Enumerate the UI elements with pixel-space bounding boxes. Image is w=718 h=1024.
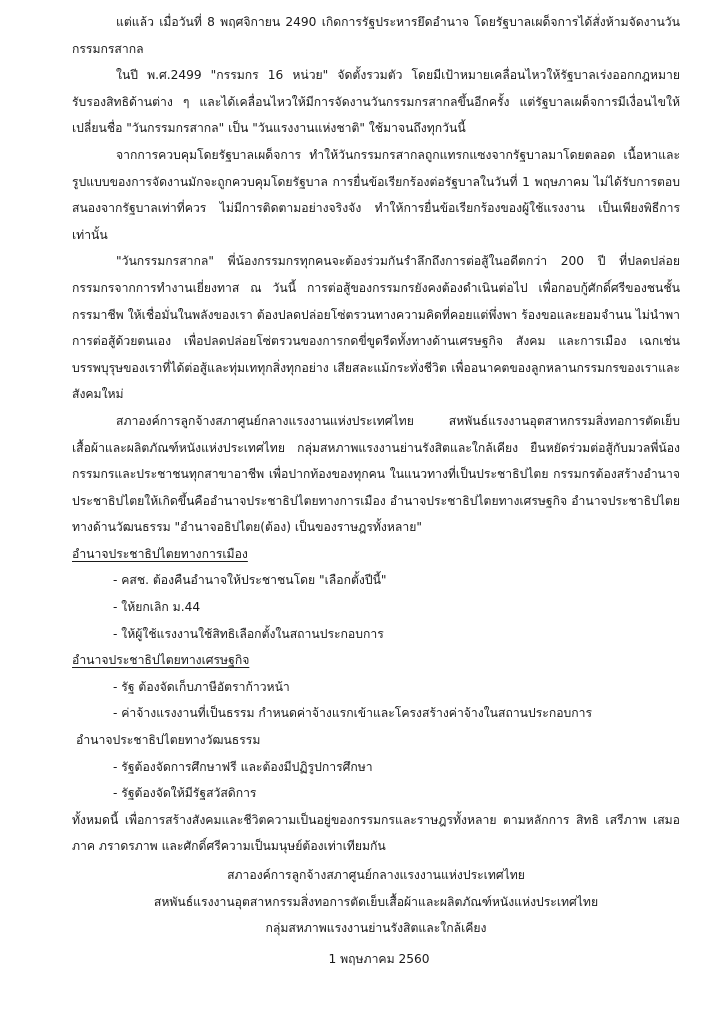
demand-item: - ให้ยกเลิก ม.44 (113, 600, 201, 615)
demand-item: - รัฐต้องจัดการศึกษาฟรี และต้องมีปฏิรูปการศึกษา (113, 759, 373, 774)
paragraph-government-control: จากการควบคุมโดยรัฐบาลเผด็จการ ทำให้วันกรรมกรสากลถูกแทรกแซงจากรัฐบาลมาโดยตลอด เนื้อหาและรูปแบบของการจัดงานมักจะถูกควบคุมโดยรัฐบาล การยื่นข้อเรียกร้องต่อรัฐบาลในวันที่ 1 พฤษภาคม ไม่ได้รับการตอบสนองจากรัฐบาลเท่าที่ควร ไม่มีการติดตามอย่างจริงจัง ทำให้การยื่นข้อเรียกร้องของผู้ใช้แรงงาน เป็นเพียงพิธีการเท่านั้น (72, 147, 680, 242)
closing-statement: ทั้งหมดนี้ เพื่อการสร้างสังคมและชีวิตความเป็นอยู่ของกรรมกรและราษฎรทั้งหลาย ตามหลักการ สิทธิ เสรีภาพ เสมอภาค ภราดรภาพ และศักดิ์ศรีความเป็นมนุษย์ต้องเท่าเทียมกัน (72, 812, 680, 854)
document-date: 1 พฤษภาคม 2560 (328, 951, 430, 966)
section-heading-economic-democracy: อำนาจประชาธิปไตยทางเศรษฐกิจ (72, 653, 250, 668)
paragraph-coup-1947: แต่แล้ว เมื่อวันที่ 8 พฤศจิกายน 2490 เกิดการรัฐประหารยึดอำนาจ โดยรัฐบาลเผด็จการได้สั่งห้ามจัดงานวันกรรมกรสากล (72, 15, 680, 56)
section-heading-political-democracy: อำนาจประชาธิปไตยทางการเมือง (72, 546, 248, 561)
paragraph-international-workers-day: "วันกรรมกรสากล" พี่น้องกรรมกรทุกคนจะต้องร่วมกันรำลึกถึงการต่อสู้ในอดีตกว่า 200 ปี ที่ปลดปล่อยกรรมกรจากการทำงานเยี่ยงทาส ณ วันนี้ การต่อสู้ของกรรมกรยังคงต้องดำเนินต่อไป เพื่อกอบกู้ศักดิ์ศรีของชนชั้นกรรมาชีพ ให้เชื่อมั่นในพลังของเรา ต้องปลดปล่อยโซ่ตรวนทางความคิดที่คอยแต่พึ่งพา ร้องขอและยอมจำนน ไม่นำพาการต่อสู้ด้วยตนเอง เพื่อปลดปล่อยโซ่ตรวนของการกดขี่ขูดรีดทั้งทางด้านเศรษฐกิจ สังคม และการเมือง เฉกเช่นบรรพบุรุษของเราที่ได้ต่อสู้และทุ่มเททุกสิ่งทุกอย่าง เสียสละแม้กระทั่งชีวิต เพื่ออนาคตของลูกหลานกรรมกรของเราและสังคมใหม่ (72, 254, 680, 402)
paragraph-workers-16-units: ในปี พ.ศ.2499 "กรรมกร 16 หน่วย" จัดตั้งรวมตัว โดยมีเป้าหมายเคลื่อนไหวให้รัฐบาลเร่งออกกฎหมายรับรองสิทธิด้านต่าง ๆ และได้เคลื่อนไหวให้มีการจัดงานวันกรรมกรสากลขึ้นอีกครั้ง แต่รัฐบาลเผด็จการมีเงื่อนไขให้เปลี่ยนชื่อ "วันกรรมกรสากล" เป็น "วันแรงงานแห่งชาติ" ใช้มาจนถึงทุกวันนี้ (72, 68, 680, 136)
signatory-rangsit-union-group: กลุ่มสหภาพแรงงานย่านรังสิตและใกล้เคียง (265, 921, 487, 936)
signatory-labour-council: สภาองค์การลูกจ้างสภาศูนย์กลางแรงงานแห่งประเทศไทย (227, 868, 525, 882)
paragraph-organizations-stance: สภาองค์การลูกจ้างสภาศูนย์กลางแรงงานแห่งประเทศไทย สหพันธ์แรงงานอุตสาหกรรมสิ่งทอการตัดเย็บเสื้อผ้าและผลิตภัณฑ์หนังแห่งประเทศไทย กลุ่มสหภาพแรงงานย่านรังสิตและใกล้เคียง ยืนหยัดร่วมต่อสู้กับมวลพี่น้องกรรมกรและประชาชนทุกสาขาอาชีพ เพื่อปากท้องของทุกคน ในแนวทางที่เป็นประชาธิปไตย กรรมกรต้องสร้างอำนาจประชาธิปไตยให้เกิดขึ้นคืออำนาจประชาธิปไตยทางการเมือง อำนาจประชาธิปไตยทางเศรษฐกิจ อำนาจประชาธิปไตยทางด้านวัฒนธรรม "อำนาจอธิปไตย(ต้อง) เป็นของราษฎรทั้งหลาย" (72, 413, 680, 535)
demand-item: - คสช. ต้องคืนอำนาจให้ประชาชนโดย "เลือกตั้งปีนี้" (113, 573, 387, 588)
section-heading-cultural-democracy: อำนาจประชาธิปไตยทางวัฒนธรรม (76, 733, 261, 748)
signatory-textile-federation: สหพันธ์แรงงานอุตสาหกรรมสิ่งทอการตัดเย็บเสื้อผ้าและผลิตภัณฑ์หนังแห่งประเทศไทย (153, 894, 599, 909)
demand-item: - ให้ผู้ใช้แรงงานใช้สิทธิเลือกตั้งในสถานประกอบการ (113, 626, 384, 641)
demand-item: - ค่าจ้างแรงงานที่เป็นธรรม กำหนดค่าจ้างแรกเข้าและโครงสร้างค่าจ้างในสถานประกอบการ (113, 706, 593, 721)
demand-item: - รัฐ ต้องจัดเก็บภาษีอัตราก้าวหน้า (113, 679, 290, 694)
demand-item: - รัฐต้องจัดให้มีรัฐสวัสดิการ (113, 786, 257, 801)
